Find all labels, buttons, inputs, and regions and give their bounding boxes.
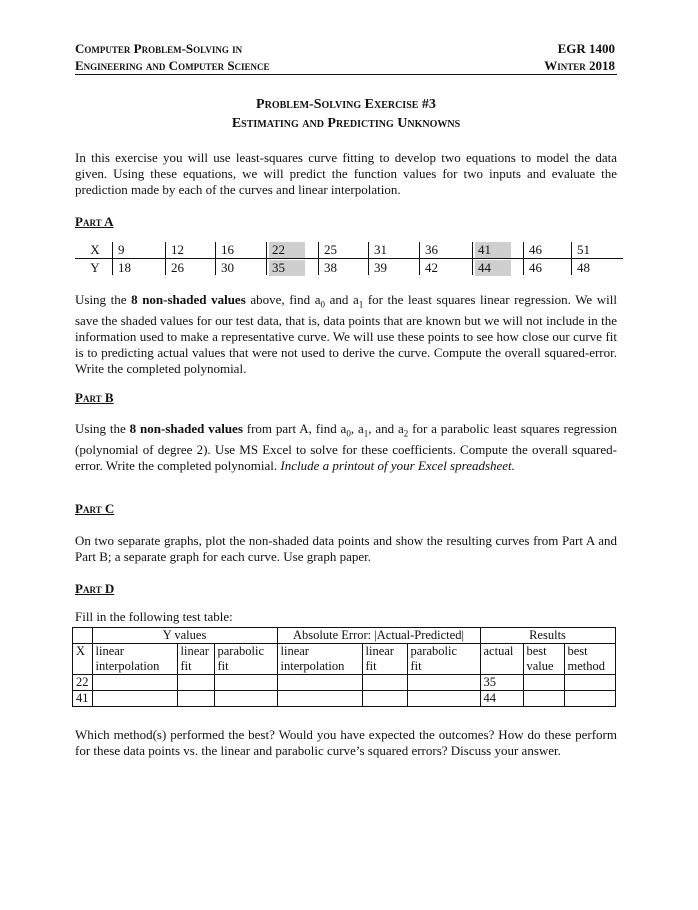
- x-value-4: 25: [324, 242, 337, 257]
- column-divider: [571, 242, 572, 275]
- part-c-heading: Part C: [75, 501, 115, 516]
- y-value-1: 26: [171, 260, 184, 275]
- x-value-2: 16: [221, 242, 234, 257]
- cell-empty: [564, 691, 615, 707]
- title-line1: Problem-Solving Exercise #3: [256, 97, 436, 112]
- part-b-paragraph: Using the 8 non-shaded values from part A, find $a_0$, $a_1$, and $a_2$ for a parabolic least squares regression (polynomial of degree 2). Use MS Excel to solve for these coefficients. Compute the overall squared-error. Write the completed polynomial. Include a printout of your Excel spreadsheet.: [75, 421, 617, 473]
- x-value-0: 9: [118, 242, 125, 257]
- test-table-group-row: [73, 628, 616, 644]
- y-value-7: 44: [475, 260, 511, 276]
- cell-empty: [277, 675, 362, 691]
- part-b-heading: Part B: [75, 390, 114, 405]
- x-value-8: 46: [529, 242, 542, 257]
- y-value-3: 35: [269, 260, 305, 276]
- column-divider: [472, 242, 473, 275]
- header-rule: [75, 74, 617, 75]
- cell-empty: [564, 675, 615, 691]
- y-value-0: 18: [118, 260, 131, 275]
- column-divider: [523, 242, 524, 275]
- col-err-linear-fit: linear fit: [362, 644, 407, 675]
- col-y-linear-fit: linear fit: [177, 644, 214, 675]
- row-x: 41: [73, 691, 93, 707]
- y-value-8: 46: [529, 260, 542, 275]
- row-actual: 44: [480, 691, 523, 707]
- table-rule: [75, 258, 623, 259]
- x-value-5: 31: [374, 242, 387, 257]
- y-value-5: 39: [374, 260, 387, 275]
- title-line2: Estimating and Predicting Unknowns: [231, 116, 461, 131]
- part-d-intro: Fill in the following test table:: [75, 609, 233, 624]
- column-divider: [266, 242, 267, 275]
- cell-empty: [362, 691, 407, 707]
- cell-empty: [214, 675, 277, 691]
- col-x: X: [73, 644, 93, 675]
- x-value-9: 51: [577, 242, 590, 257]
- column-divider: [215, 242, 216, 275]
- test-table: [72, 627, 616, 707]
- col-y-parabolic-fit: parabolic fit: [214, 644, 277, 675]
- results-group: Results: [480, 628, 615, 644]
- y-value-4: 38: [324, 260, 337, 275]
- document-title: [75, 95, 617, 133]
- column-divider: [419, 242, 420, 275]
- part-a-paragraph: Using the 8 non-shaded values above, find $a_0$ and $a_1$ for the least squares linear regression. We will save the shaded values for our test data, that is, data points that are known but we will not include in the information used to make a representative curve. We will use these points to see how close our curve fit is to predicting actual values that were not used to derive the curve. Compute the overall squared-error. Write the completed polynomial.: [75, 292, 617, 376]
- column-divider: [165, 242, 166, 275]
- cell-empty: [214, 691, 277, 707]
- cell-empty: [523, 675, 564, 691]
- x-row-label: X: [90, 242, 100, 257]
- column-divider: [112, 242, 113, 275]
- cell-empty: [362, 675, 407, 691]
- part-c-paragraph: On two separate graphs, plot the non-shaded data points and show the resulting curves from Part A and Part B; a separate graph for each curve. Use graph paper.: [75, 533, 617, 564]
- cell-empty: [92, 675, 177, 691]
- part-a-heading: Part A: [75, 214, 114, 229]
- cell-empty: [177, 691, 214, 707]
- course-title-line1: Computer Problem-Solving in: [75, 41, 243, 56]
- y-row-label: Y: [90, 260, 100, 275]
- x-value-3: 22: [269, 242, 305, 258]
- x-value-6: 36: [425, 242, 438, 257]
- y-value-2: 30: [221, 260, 234, 275]
- column-divider: [368, 242, 369, 275]
- col-err-linear-interp: linear interpolation: [277, 644, 362, 675]
- column-divider: [318, 242, 319, 275]
- part-d-heading: Part D: [75, 581, 115, 596]
- col-best-value: best value: [523, 644, 564, 675]
- x-value-7: 41: [475, 242, 511, 258]
- cell-empty: [407, 691, 480, 707]
- col-best-method: best method: [564, 644, 615, 675]
- cell-empty: [523, 691, 564, 707]
- intro-paragraph: In this exercise you will use least-squares curve fitting to develop two equations to model the data given. Using these equations, we will predict the function values for two inputs and evaluate the prediction made by each of the curves and linear interpolation.: [75, 150, 617, 197]
- test-row-41: [73, 691, 616, 707]
- row-x: 22: [73, 675, 93, 691]
- x-value-1: 12: [171, 242, 184, 257]
- test-table-header-row: [73, 644, 616, 675]
- col-err-parabolic-fit: parabolic fit: [407, 644, 480, 675]
- cell-empty: [92, 691, 177, 707]
- y-values-group: Y values: [92, 628, 277, 644]
- data-points-table: [75, 241, 623, 277]
- cell-empty: [407, 675, 480, 691]
- test-row-22: [73, 675, 616, 691]
- abs-error-group: Absolute Error: |Actual-Predicted|: [277, 628, 480, 644]
- course-title-line2: Engineering and Computer Science: [75, 58, 270, 73]
- term: Winter 2018: [544, 58, 615, 73]
- course-code: EGR 1400: [557, 41, 615, 56]
- closing-paragraph: Which method(s) performed the best? Would you have expected the outcomes? How do these perform for these data points vs. the linear and parabolic curve’s squared errors? Discuss your answer.: [75, 727, 617, 758]
- cell-empty: [277, 691, 362, 707]
- y-value-6: 42: [425, 260, 438, 275]
- cell-empty: [177, 675, 214, 691]
- col-actual: actual: [480, 644, 523, 675]
- y-value-9: 48: [577, 260, 590, 275]
- row-actual: 35: [480, 675, 523, 691]
- col-y-linear-interp: linear interpolation: [92, 644, 177, 675]
